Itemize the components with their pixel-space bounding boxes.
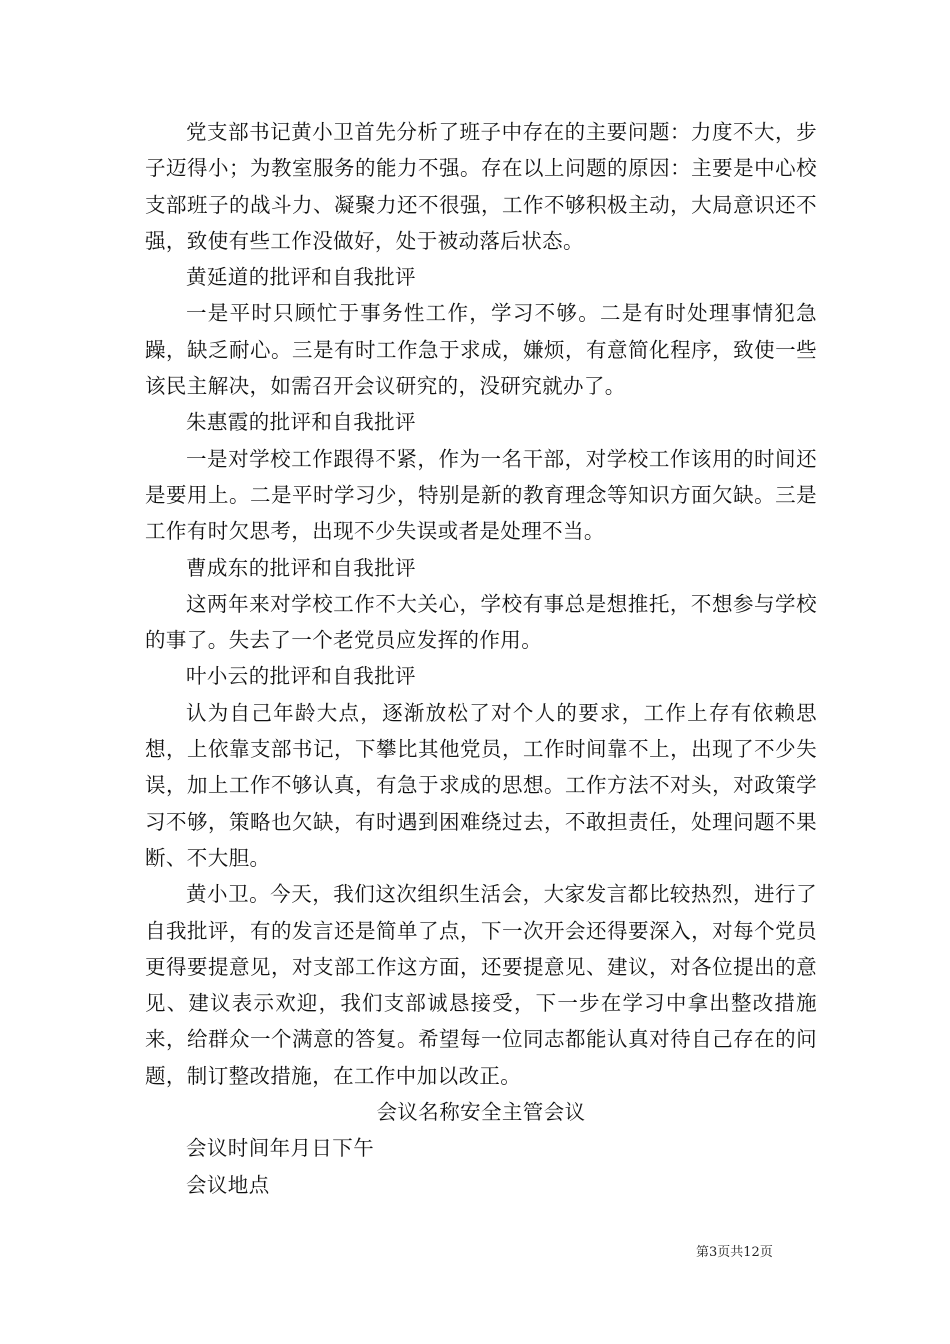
meeting-time: 会议时间年月日下午 <box>186 1136 375 1161</box>
meeting-name: 会议名称安全主管会议 <box>376 1100 586 1125</box>
page-number-footer: 第3页共12页 <box>696 1245 773 1260</box>
paragraph-summary-huang-xiaowei: 党支部书记黄小卫首先分析了班子中存在的主要问题：力度不大，步子迈得小；为教室服务的能力不强。存在以上问题的原因：主要是中心校支部班子的战斗力、凝聚力还不很强，工作不够积极主动，大局意识还不强，致使有些工作没做好，处于被动落后状态。 <box>145 120 817 253</box>
heading-cao-chengdong: 曹成东的批评和自我批评 <box>186 555 416 580</box>
heading-ye-xiaoyun: 叶小云的批评和自我批评 <box>186 664 416 689</box>
paragraph-ye-xiaoyun: 认为自己年龄大点，逐渐放松了对个人的要求，工作上存有依赖思想，上依靠支部书记，下攀比其他党员，工作时间靠不上，出现了不少失误，加上工作不够认真，有急于求成的思想。工作方法不对头，对政策学习不够，策略也欠缺，有时遇到困难绕过去，不敢担责任，处理问题不果断、不大胆。 <box>145 700 817 870</box>
paragraph-closing-remarks: 黄小卫。今天，我们这次组织生活会，大家发言都比较热烈，进行了自我批评，有的发言还是简单了点，下一次开会还得要深入，对每个党员更得要提意见，对支部工作这方面，还要提意见、建议，对各位提出的意见、建议表示欢迎，我们支部诚恳接受，下一步在学习中拿出整改措施来，给群众一个满意的答复。希望每一位同志都能认真对待自己存在的问题，制订整改措施，在工作中加以改正。 <box>145 882 817 1088</box>
document-body <box>145 114 817 1203</box>
heading-zhu-huixia: 朱惠霞的批评和自我批评 <box>186 410 416 435</box>
heading-huang-yandao: 黄延道的批评和自我批评 <box>186 265 416 290</box>
meeting-location: 会议地点 <box>186 1172 270 1197</box>
paragraph-cao-chengdong: 这两年来对学校工作不大关心，学校有事总是想推托，不想参与学校的事了。失去了一个老党员应发挥的作用。 <box>145 591 817 653</box>
paragraph-zhu-huixia: 一是对学校工作跟得不紧，作为一名干部，对学校工作该用的时间还是要用上。二是平时学习少，特别是新的教育理念等知识方面欠缺。三是工作有时欠思考，出现不少失误或者是处理不当。 <box>145 446 817 544</box>
paragraph-huang-yandao: 一是平时只顾忙于事务性工作，学习不够。二是有时处理事情犯急躁，缺乏耐心。三是有时工作急于求成，嫌烦，有意简化程序，致使一些该民主解决，如需召开会议研究的，没研究就办了。 <box>145 301 817 399</box>
